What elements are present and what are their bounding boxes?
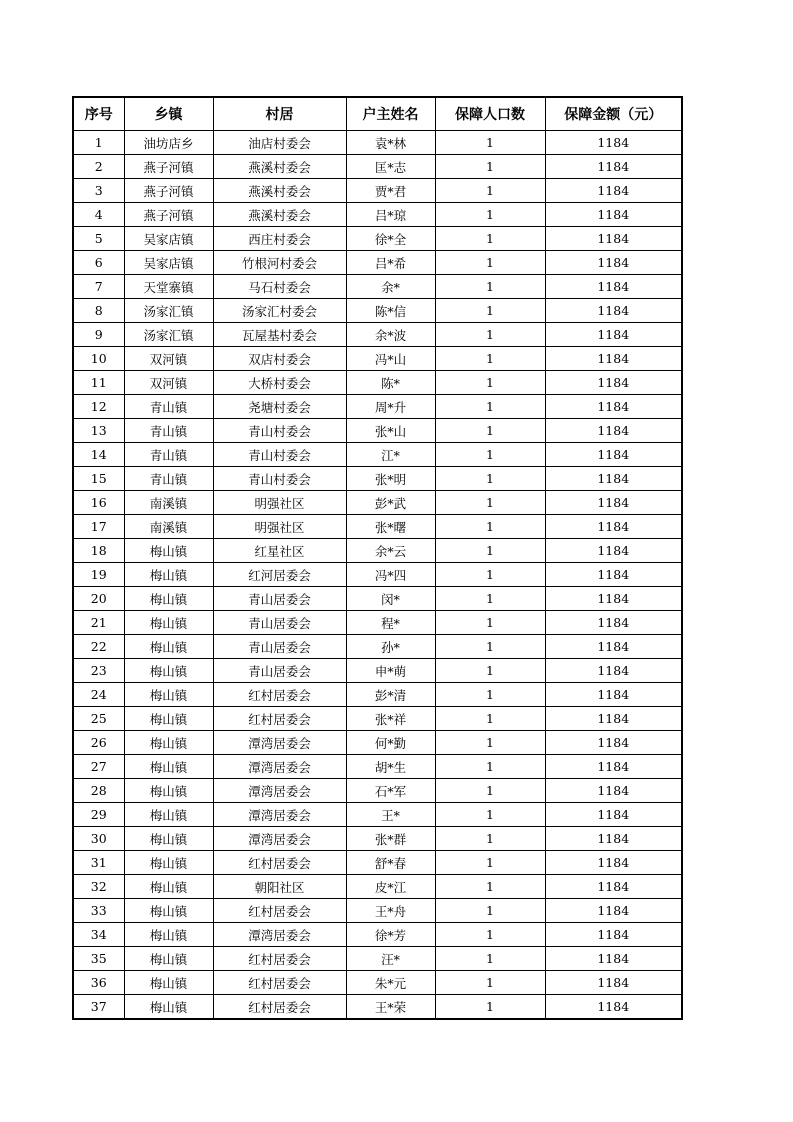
cell-householder: 徐*全 (346, 227, 435, 251)
table-row (73, 971, 682, 995)
table-row (73, 875, 682, 899)
cell-index: 25 (73, 707, 124, 731)
cell-amount: 1184 (545, 299, 682, 323)
cell-village: 潭湾居委会 (213, 803, 346, 827)
cell-population: 1 (435, 947, 545, 971)
cell-population: 1 (435, 659, 545, 683)
table-row (73, 995, 682, 1020)
cell-index: 22 (73, 635, 124, 659)
cell-village: 青山村委会 (213, 419, 346, 443)
cell-householder: 王* (346, 803, 435, 827)
document-sheet (72, 96, 683, 1020)
table-row (73, 539, 682, 563)
cell-index: 20 (73, 587, 124, 611)
cell-population: 1 (435, 539, 545, 563)
relief-table (72, 96, 683, 1020)
cell-village: 红河居委会 (213, 563, 346, 587)
cell-township: 梅山镇 (124, 659, 213, 683)
table-row (73, 419, 682, 443)
cell-householder: 张*群 (346, 827, 435, 851)
cell-amount: 1184 (545, 323, 682, 347)
cell-township: 梅山镇 (124, 587, 213, 611)
cell-amount: 1184 (545, 899, 682, 923)
cell-population: 1 (435, 995, 545, 1020)
cell-householder: 冯*四 (346, 563, 435, 587)
cell-population: 1 (435, 875, 545, 899)
cell-householder: 余* (346, 275, 435, 299)
cell-householder: 程* (346, 611, 435, 635)
cell-township: 天堂寨镇 (124, 275, 213, 299)
cell-population: 1 (435, 779, 545, 803)
cell-township: 燕子河镇 (124, 179, 213, 203)
cell-population: 1 (435, 563, 545, 587)
cell-householder: 皮*江 (346, 875, 435, 899)
cell-village: 尧塘村委会 (213, 395, 346, 419)
cell-index: 11 (73, 371, 124, 395)
table-row (73, 779, 682, 803)
cell-index: 21 (73, 611, 124, 635)
cell-village: 青山居委会 (213, 635, 346, 659)
cell-householder: 何*勤 (346, 731, 435, 755)
cell-amount: 1184 (545, 731, 682, 755)
header-village: 村居 (213, 97, 346, 131)
cell-index: 9 (73, 323, 124, 347)
cell-village: 红村居委会 (213, 683, 346, 707)
cell-householder: 申*萌 (346, 659, 435, 683)
table-row (73, 251, 682, 275)
cell-index: 35 (73, 947, 124, 971)
cell-index: 28 (73, 779, 124, 803)
cell-township: 梅山镇 (124, 947, 213, 971)
cell-amount: 1184 (545, 803, 682, 827)
cell-amount: 1184 (545, 563, 682, 587)
cell-village: 红村居委会 (213, 971, 346, 995)
cell-index: 26 (73, 731, 124, 755)
cell-index: 2 (73, 155, 124, 179)
cell-population: 1 (435, 371, 545, 395)
table-row (73, 155, 682, 179)
cell-index: 17 (73, 515, 124, 539)
cell-amount: 1184 (545, 923, 682, 947)
cell-township: 吴家店镇 (124, 227, 213, 251)
cell-amount: 1184 (545, 971, 682, 995)
cell-amount: 1184 (545, 851, 682, 875)
cell-index: 34 (73, 923, 124, 947)
cell-amount: 1184 (545, 347, 682, 371)
cell-population: 1 (435, 635, 545, 659)
cell-population: 1 (435, 491, 545, 515)
cell-population: 1 (435, 443, 545, 467)
cell-village: 潭湾居委会 (213, 731, 346, 755)
cell-householder: 余*云 (346, 539, 435, 563)
cell-index: 7 (73, 275, 124, 299)
cell-township: 燕子河镇 (124, 203, 213, 227)
cell-village: 明强社区 (213, 515, 346, 539)
cell-village: 燕溪村委会 (213, 203, 346, 227)
cell-village: 朝阳社区 (213, 875, 346, 899)
cell-township: 青山镇 (124, 443, 213, 467)
cell-householder: 徐*芳 (346, 923, 435, 947)
table-row (73, 731, 682, 755)
cell-index: 30 (73, 827, 124, 851)
cell-index: 37 (73, 995, 124, 1020)
table-header (73, 97, 682, 131)
cell-population: 1 (435, 611, 545, 635)
cell-township: 汤家汇镇 (124, 323, 213, 347)
cell-amount: 1184 (545, 515, 682, 539)
cell-index: 6 (73, 251, 124, 275)
cell-township: 青山镇 (124, 419, 213, 443)
cell-township: 梅山镇 (124, 875, 213, 899)
cell-population: 1 (435, 323, 545, 347)
cell-population: 1 (435, 251, 545, 275)
cell-township: 油坊店乡 (124, 131, 213, 155)
cell-township: 汤家汇镇 (124, 299, 213, 323)
cell-index: 5 (73, 227, 124, 251)
cell-index: 16 (73, 491, 124, 515)
cell-householder: 王*舟 (346, 899, 435, 923)
cell-township: 梅山镇 (124, 563, 213, 587)
cell-village: 汤家汇村委会 (213, 299, 346, 323)
cell-amount: 1184 (545, 659, 682, 683)
cell-householder: 余*波 (346, 323, 435, 347)
table-row (73, 635, 682, 659)
cell-householder: 石*军 (346, 779, 435, 803)
table-row (73, 851, 682, 875)
cell-householder: 彭*清 (346, 683, 435, 707)
table-row (73, 275, 682, 299)
cell-householder: 闵* (346, 587, 435, 611)
cell-householder: 汪* (346, 947, 435, 971)
cell-amount: 1184 (545, 683, 682, 707)
cell-township: 青山镇 (124, 395, 213, 419)
cell-township: 梅山镇 (124, 923, 213, 947)
cell-township: 梅山镇 (124, 971, 213, 995)
cell-township: 双河镇 (124, 371, 213, 395)
header-township: 乡镇 (124, 97, 213, 131)
cell-township: 南溪镇 (124, 515, 213, 539)
table-row (73, 227, 682, 251)
table-row (73, 587, 682, 611)
cell-amount: 1184 (545, 419, 682, 443)
header-row (73, 97, 682, 131)
cell-amount: 1184 (545, 275, 682, 299)
table-row (73, 899, 682, 923)
table-row (73, 803, 682, 827)
cell-village: 油店村委会 (213, 131, 346, 155)
cell-village: 青山居委会 (213, 659, 346, 683)
cell-population: 1 (435, 203, 545, 227)
cell-village: 青山居委会 (213, 611, 346, 635)
cell-population: 1 (435, 155, 545, 179)
cell-township: 梅山镇 (124, 827, 213, 851)
table-row (73, 323, 682, 347)
cell-population: 1 (435, 923, 545, 947)
cell-householder: 张*山 (346, 419, 435, 443)
cell-householder: 彭*武 (346, 491, 435, 515)
cell-population: 1 (435, 179, 545, 203)
table-body (73, 131, 682, 1020)
cell-population: 1 (435, 851, 545, 875)
cell-index: 10 (73, 347, 124, 371)
cell-village: 燕溪村委会 (213, 155, 346, 179)
cell-index: 4 (73, 203, 124, 227)
cell-householder: 陈* (346, 371, 435, 395)
cell-village: 马石村委会 (213, 275, 346, 299)
cell-householder: 吕*琼 (346, 203, 435, 227)
cell-amount: 1184 (545, 875, 682, 899)
cell-village: 明强社区 (213, 491, 346, 515)
cell-amount: 1184 (545, 779, 682, 803)
cell-village: 燕溪村委会 (213, 179, 346, 203)
cell-township: 梅山镇 (124, 803, 213, 827)
table-row (73, 131, 682, 155)
cell-village: 青山居委会 (213, 587, 346, 611)
cell-population: 1 (435, 731, 545, 755)
cell-township: 梅山镇 (124, 899, 213, 923)
cell-amount: 1184 (545, 179, 682, 203)
table-row (73, 611, 682, 635)
cell-township: 梅山镇 (124, 611, 213, 635)
cell-amount: 1184 (545, 611, 682, 635)
table-row (73, 491, 682, 515)
cell-index: 31 (73, 851, 124, 875)
cell-village: 潭湾居委会 (213, 827, 346, 851)
cell-population: 1 (435, 827, 545, 851)
cell-population: 1 (435, 467, 545, 491)
cell-amount: 1184 (545, 467, 682, 491)
cell-township: 青山镇 (124, 467, 213, 491)
cell-householder: 张*明 (346, 467, 435, 491)
cell-index: 36 (73, 971, 124, 995)
cell-village: 双店村委会 (213, 347, 346, 371)
table-row (73, 203, 682, 227)
cell-householder: 孙* (346, 635, 435, 659)
cell-index: 13 (73, 419, 124, 443)
cell-village: 潭湾居委会 (213, 755, 346, 779)
cell-amount: 1184 (545, 539, 682, 563)
cell-township: 梅山镇 (124, 755, 213, 779)
cell-population: 1 (435, 275, 545, 299)
table-row (73, 299, 682, 323)
cell-index: 18 (73, 539, 124, 563)
table-row (73, 707, 682, 731)
cell-index: 3 (73, 179, 124, 203)
cell-population: 1 (435, 515, 545, 539)
cell-population: 1 (435, 347, 545, 371)
cell-index: 19 (73, 563, 124, 587)
cell-population: 1 (435, 803, 545, 827)
cell-township: 梅山镇 (124, 731, 213, 755)
cell-population: 1 (435, 707, 545, 731)
cell-householder: 冯*山 (346, 347, 435, 371)
cell-village: 红星社区 (213, 539, 346, 563)
cell-householder: 张*曙 (346, 515, 435, 539)
cell-amount: 1184 (545, 395, 682, 419)
header-amount: 保障金额（元） (545, 97, 682, 131)
cell-village: 瓦屋基村委会 (213, 323, 346, 347)
cell-township: 梅山镇 (124, 779, 213, 803)
cell-village: 红村居委会 (213, 947, 346, 971)
cell-population: 1 (435, 683, 545, 707)
cell-population: 1 (435, 971, 545, 995)
cell-amount: 1184 (545, 827, 682, 851)
cell-index: 15 (73, 467, 124, 491)
cell-householder: 贾*君 (346, 179, 435, 203)
cell-population: 1 (435, 587, 545, 611)
cell-village: 红村居委会 (213, 851, 346, 875)
cell-index: 32 (73, 875, 124, 899)
table-row (73, 947, 682, 971)
cell-index: 33 (73, 899, 124, 923)
cell-householder: 朱*元 (346, 971, 435, 995)
cell-township: 梅山镇 (124, 539, 213, 563)
cell-amount: 1184 (545, 227, 682, 251)
cell-village: 红村居委会 (213, 995, 346, 1020)
cell-amount: 1184 (545, 491, 682, 515)
cell-index: 24 (73, 683, 124, 707)
cell-index: 23 (73, 659, 124, 683)
cell-amount: 1184 (545, 443, 682, 467)
cell-householder: 舒*春 (346, 851, 435, 875)
cell-population: 1 (435, 395, 545, 419)
cell-population: 1 (435, 227, 545, 251)
table-row (73, 563, 682, 587)
table-row (73, 659, 682, 683)
cell-index: 14 (73, 443, 124, 467)
cell-population: 1 (435, 899, 545, 923)
table-row (73, 395, 682, 419)
cell-index: 12 (73, 395, 124, 419)
table-row (73, 443, 682, 467)
cell-township: 吴家店镇 (124, 251, 213, 275)
cell-householder: 王*荣 (346, 995, 435, 1020)
cell-village: 大桥村委会 (213, 371, 346, 395)
cell-township: 梅山镇 (124, 707, 213, 731)
table-row (73, 827, 682, 851)
cell-index: 1 (73, 131, 124, 155)
cell-population: 1 (435, 299, 545, 323)
table-row (73, 179, 682, 203)
cell-village: 西庄村委会 (213, 227, 346, 251)
cell-householder: 张*祥 (346, 707, 435, 731)
cell-amount: 1184 (545, 755, 682, 779)
cell-householder: 吕*希 (346, 251, 435, 275)
cell-amount: 1184 (545, 251, 682, 275)
table-row (73, 371, 682, 395)
cell-amount: 1184 (545, 707, 682, 731)
table-row (73, 467, 682, 491)
cell-township: 梅山镇 (124, 995, 213, 1020)
cell-householder: 胡*生 (346, 755, 435, 779)
cell-population: 1 (435, 131, 545, 155)
table-row (73, 755, 682, 779)
cell-amount: 1184 (545, 995, 682, 1020)
cell-township: 南溪镇 (124, 491, 213, 515)
header-population: 保障人口数 (435, 97, 545, 131)
cell-index: 27 (73, 755, 124, 779)
cell-township: 双河镇 (124, 347, 213, 371)
cell-index: 29 (73, 803, 124, 827)
cell-amount: 1184 (545, 203, 682, 227)
cell-township: 燕子河镇 (124, 155, 213, 179)
header-householder: 户主姓名 (346, 97, 435, 131)
cell-householder: 江* (346, 443, 435, 467)
cell-township: 梅山镇 (124, 635, 213, 659)
cell-township: 梅山镇 (124, 683, 213, 707)
table-row (73, 923, 682, 947)
cell-index: 8 (73, 299, 124, 323)
table-row (73, 347, 682, 371)
cell-village: 潭湾居委会 (213, 779, 346, 803)
cell-village: 竹根河村委会 (213, 251, 346, 275)
cell-population: 1 (435, 755, 545, 779)
header-index: 序号 (73, 97, 124, 131)
cell-amount: 1184 (545, 947, 682, 971)
cell-householder: 匡*志 (346, 155, 435, 179)
cell-amount: 1184 (545, 131, 682, 155)
cell-householder: 周*升 (346, 395, 435, 419)
cell-amount: 1184 (545, 155, 682, 179)
table-row (73, 683, 682, 707)
cell-village: 潭湾居委会 (213, 923, 346, 947)
cell-village: 红村居委会 (213, 707, 346, 731)
cell-amount: 1184 (545, 371, 682, 395)
cell-village: 青山村委会 (213, 443, 346, 467)
cell-village: 红村居委会 (213, 899, 346, 923)
cell-householder: 陈*信 (346, 299, 435, 323)
cell-village: 青山村委会 (213, 467, 346, 491)
cell-township: 梅山镇 (124, 851, 213, 875)
cell-amount: 1184 (545, 587, 682, 611)
cell-householder: 袁*林 (346, 131, 435, 155)
table-row (73, 515, 682, 539)
cell-population: 1 (435, 419, 545, 443)
cell-amount: 1184 (545, 635, 682, 659)
